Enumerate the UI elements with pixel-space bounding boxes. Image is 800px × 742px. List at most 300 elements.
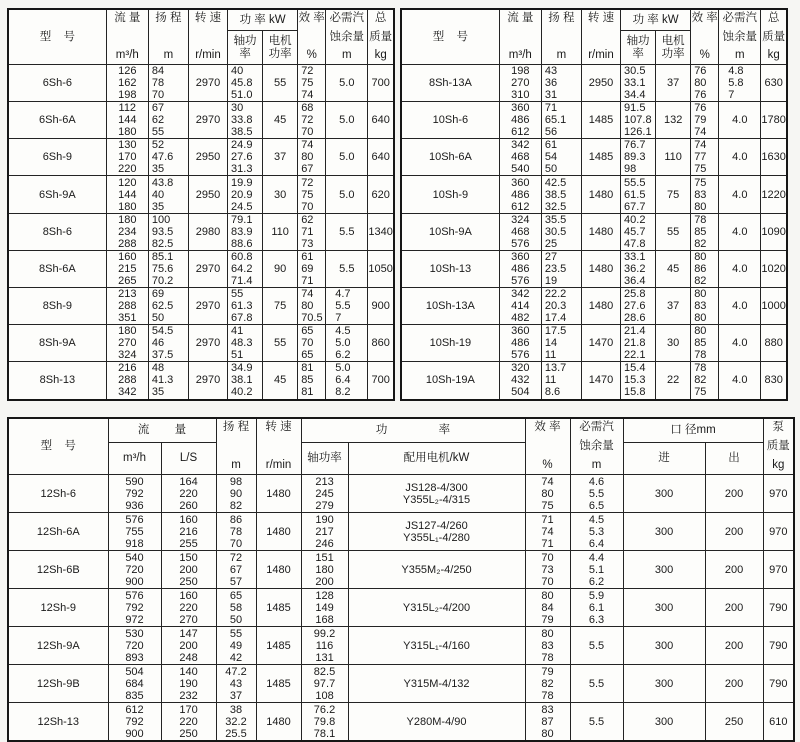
head-cell (541, 176, 581, 213)
value-line: 84 (151, 65, 165, 78)
shaft-power-cell (621, 65, 656, 102)
value-line: 74 (301, 139, 314, 152)
model-cell: 10Sh-19A (401, 362, 499, 400)
head-cell (148, 139, 188, 176)
value-line: 612 (125, 703, 144, 716)
efficiency-cell (525, 589, 570, 627)
value-line: 19 (544, 274, 558, 287)
value-line: 250 (179, 727, 198, 740)
npsh-cell (570, 475, 623, 513)
value-line: 270 (118, 337, 137, 350)
value-line: 80 (694, 250, 707, 263)
value-line: 55 (229, 627, 243, 640)
npsh-cell (719, 362, 761, 400)
value-line: 83 (541, 639, 554, 652)
value-line: 71 (301, 274, 314, 287)
value-line: 360 (511, 102, 530, 115)
head-cell (541, 287, 581, 324)
value-line: 504 (125, 665, 144, 678)
table-body (401, 65, 787, 400)
shaft-power-cell (228, 325, 263, 362)
npsh-cell (326, 176, 368, 213)
value-line: 47.2 (225, 665, 247, 678)
inlet-diameter-cell: 300 (623, 665, 705, 703)
flow-cell (106, 325, 148, 362)
value-line: 5.3 (588, 525, 605, 538)
value-line: 41 (231, 325, 244, 338)
speed-cell: 2970 (188, 102, 227, 139)
value-line: 49 (229, 639, 243, 652)
value-line: 180 (118, 126, 137, 139)
value-line: 220 (179, 487, 198, 500)
outlet-diameter-cell: 200 (705, 627, 763, 665)
value-line: 48.3 (231, 337, 253, 350)
model-cell: 12Sh-9A (8, 627, 108, 665)
value-line: 75 (301, 188, 314, 201)
model-cell: 12Sh-9B (8, 665, 108, 703)
value-line: 74 (541, 525, 554, 538)
npsh-cell (570, 665, 623, 703)
motor-model-cell (348, 665, 525, 703)
efficiency-cell (691, 102, 719, 139)
shaft-power-cell (621, 139, 656, 176)
value-line: 126.1 (624, 126, 652, 139)
table-header (8, 418, 794, 475)
speed-cell: 1480 (581, 250, 620, 287)
value-line: 5.0 (339, 114, 355, 127)
spec-row-8Sh-6 (8, 213, 394, 250)
value-line: 250 (179, 575, 198, 588)
efficiency-cell (298, 139, 326, 176)
shaft-power-cell (301, 551, 348, 589)
value-line: 720 (125, 563, 144, 576)
value-line: 213 (315, 475, 334, 488)
value-line: 310 (511, 89, 530, 102)
value-line: 6.2 (335, 349, 351, 362)
value-line: 360 (511, 325, 530, 338)
shaft-power-cell (301, 475, 348, 513)
spec-row-10Sh-19 (401, 325, 787, 362)
col-header-npsh: 必需汽 蚀余量 m (326, 9, 368, 65)
head-cell (216, 513, 256, 551)
flow-ls-cell (161, 703, 216, 742)
value-line: 78 (694, 362, 707, 375)
value-line: 55 (151, 126, 165, 139)
outlet-diameter-cell: 200 (705, 475, 763, 513)
shaft-power-cell (621, 362, 656, 400)
motor-power-cell: 110 (656, 139, 691, 176)
value-line: 54.5 (151, 325, 174, 338)
head-cell (148, 102, 188, 139)
shaft-power-cell (621, 250, 656, 287)
value-line: 120 (118, 176, 137, 189)
value-line: 82 (229, 499, 243, 512)
npsh-cell (719, 102, 761, 139)
value-line: 60.8 (231, 250, 253, 263)
table-body (8, 475, 794, 742)
value-line: 5.9 (588, 589, 605, 602)
shaft-power-cell (228, 139, 263, 176)
head-cell (148, 213, 188, 250)
value-line: 83 (541, 703, 554, 716)
col-header-efficiency: 效 率 % (298, 9, 326, 65)
col-header-power: 功 率 kW (228, 9, 298, 31)
value-line: 42 (229, 651, 243, 664)
value-line: 79 (541, 665, 554, 678)
value-line: 84 (541, 601, 554, 614)
value-line: 936 (125, 499, 144, 512)
value-line: 30.5 (624, 65, 646, 78)
head-cell (148, 250, 188, 287)
value-line: 78 (541, 689, 554, 702)
value-line: 27 (544, 250, 558, 263)
model-cell: 10Sh-9A (401, 213, 499, 250)
value-line: 17.5 (544, 325, 567, 338)
motor-power-cell: 45 (656, 250, 691, 287)
shaft-power-cell (228, 250, 263, 287)
value-line: 78 (694, 213, 707, 226)
mass-cell: 1020 (761, 250, 787, 287)
value-line: 4.6 (588, 475, 605, 488)
value-line: 200 (179, 563, 198, 576)
flow-cell (106, 250, 148, 287)
value-line: 72 (229, 551, 243, 564)
flow-ls-cell (161, 513, 216, 551)
model-cell: 8Sh-9A (8, 325, 106, 362)
efficiency-cell (298, 250, 326, 287)
value-line: 61.3 (231, 300, 253, 313)
value-line: 720 (125, 639, 144, 652)
value-line: 51 (231, 349, 244, 362)
value-line: 67.8 (231, 312, 253, 325)
value-line: 32.5 (544, 200, 567, 213)
value-line: 79 (694, 114, 707, 127)
efficiency-cell (298, 362, 326, 400)
shaft-power-cell (621, 325, 656, 362)
value-line: 78 (694, 349, 707, 362)
value-line: 15.8 (624, 386, 646, 399)
value-line: 71 (544, 102, 558, 115)
motor-power-cell: 55 (656, 213, 691, 250)
head-cell (541, 139, 581, 176)
value-line: 76 (694, 102, 707, 115)
value-line: 28.6 (624, 312, 646, 325)
mass-cell: 790 (763, 589, 794, 627)
mass-cell: 1090 (761, 213, 787, 250)
value-line: 4.5 (335, 325, 351, 338)
mass-cell: 1000 (761, 287, 787, 324)
value-line: 33.8 (231, 114, 253, 127)
value-line: 93.5 (151, 225, 174, 238)
model-cell: 8Sh-6 (8, 213, 106, 250)
model-cell: 10Sh-6 (401, 102, 499, 139)
mass-cell: 1630 (761, 139, 787, 176)
value-line: 76 (694, 89, 707, 102)
speed-cell: 1485 (256, 665, 301, 703)
spec-row-8Sh-13 (8, 362, 394, 400)
col-header-mass: 泵 质量 kg (763, 418, 794, 475)
spec-row-10Sh-13A (401, 287, 787, 324)
value-line: 360 (511, 176, 530, 189)
mass-cell: 970 (763, 551, 794, 589)
value-line: 32.2 (225, 715, 247, 728)
col-header-flow-ls: L/S (161, 443, 216, 475)
speed-cell: 1470 (581, 362, 620, 400)
motor-model-cell (348, 703, 525, 742)
value-line: 30.5 (544, 225, 567, 238)
npsh-cell (326, 102, 368, 139)
value-line: 130 (118, 139, 137, 152)
value-line: 482 (511, 312, 530, 325)
value-line: 75 (694, 163, 707, 176)
spec-row-10Sh-6A (401, 139, 787, 176)
efficiency-cell (691, 325, 719, 362)
value-line: 75.6 (151, 262, 174, 275)
motor-power-cell: 45 (263, 102, 298, 139)
value-line: 576 (511, 274, 530, 287)
col-header-mass: 总 质量 kg (368, 9, 394, 65)
value-line: 70 (151, 89, 165, 102)
flow-cell (499, 65, 541, 102)
value-line: 612 (511, 200, 530, 213)
value-line: 70 (229, 537, 243, 550)
value-line: 61 (301, 250, 314, 263)
value-line: 79.8 (313, 715, 336, 728)
value-line: 71 (301, 225, 314, 238)
flow-m3h-cell (108, 627, 161, 665)
value-line: 432 (511, 374, 530, 387)
value-line: 255 (179, 537, 198, 550)
value-line: 50 (229, 613, 243, 626)
value-line: 80 (694, 77, 707, 90)
efficiency-cell (525, 665, 570, 703)
flow-cell (499, 362, 541, 400)
speed-cell: 2970 (188, 65, 227, 102)
model-cell: 12Sh-6 (8, 475, 108, 513)
shaft-power-cell (621, 287, 656, 324)
efficiency-cell (691, 287, 719, 324)
value-line: 835 (125, 689, 144, 702)
col-header-speed: 转 速 r/min (581, 9, 620, 65)
value-line: 324 (118, 349, 137, 362)
value-line: 260 (179, 499, 198, 512)
model-cell: 10Sh-9 (401, 176, 499, 213)
value-line: 4.0 (732, 262, 748, 275)
top-tables-row (7, 8, 793, 399)
value-line: 220 (118, 163, 137, 176)
spec-row-8Sh-6A (8, 250, 394, 287)
value-line: 76.2 (313, 703, 336, 716)
value-line: 74 (301, 89, 314, 102)
flow-m3h-cell (108, 475, 161, 513)
npsh-cell (719, 325, 761, 362)
value-line: 43 (229, 677, 243, 690)
value-line: 160 (179, 513, 198, 526)
flow-m3h-cell (108, 551, 161, 589)
efficiency-cell (525, 703, 570, 742)
value-line: 288 (118, 374, 137, 387)
value-line: 576 (125, 589, 144, 602)
value-line: 72 (301, 65, 314, 78)
npsh-cell (326, 362, 368, 400)
value-line: 468 (511, 225, 530, 238)
speed-cell: 1480 (256, 475, 301, 513)
value-line: 85.1 (151, 250, 174, 263)
value-line: 14 (544, 337, 558, 350)
inlet-diameter-cell: 300 (623, 589, 705, 627)
value-line: 24.5 (231, 200, 253, 213)
value-line: 5.5 (335, 300, 351, 313)
col-header-flow: 流 量 m³/h (106, 9, 148, 65)
value-line: 82.5 (313, 665, 336, 678)
value-line: 486 (511, 114, 530, 127)
value-line: 80 (301, 300, 314, 313)
value-line: 89.3 (624, 151, 646, 164)
flow-m3h-cell (108, 513, 161, 551)
motor-power-cell: 90 (263, 250, 298, 287)
value-line: 40 (231, 65, 244, 78)
value-line: Y315M-4/132 (403, 677, 470, 690)
motor-power-cell: 37 (263, 139, 298, 176)
value-line: 590 (125, 475, 144, 488)
speed-cell: 2950 (188, 176, 227, 213)
value-line: 38 (229, 703, 243, 716)
value-line: 65.1 (544, 114, 567, 127)
mass-cell: 640 (368, 139, 394, 176)
col-header-head: 扬 程 m (541, 9, 581, 65)
motor-power-cell: 75 (263, 287, 298, 324)
shaft-power-cell (621, 213, 656, 250)
inlet-diameter-cell: 300 (623, 627, 705, 665)
efficiency-cell (298, 176, 326, 213)
npsh-cell (719, 213, 761, 250)
value-line: 48 (151, 362, 165, 375)
value-line: 112 (118, 102, 137, 115)
value-line: 81 (301, 362, 314, 375)
mass-cell: 970 (763, 475, 794, 513)
flow-cell (499, 287, 541, 324)
flow-cell (499, 176, 541, 213)
spec-row-12Sh-9B (8, 665, 794, 703)
value-line: 198 (118, 89, 137, 102)
value-line: 56 (544, 126, 558, 139)
efficiency-cell (298, 102, 326, 139)
spec-row-6Sh-9 (8, 139, 394, 176)
value-line: 213 (118, 288, 137, 301)
value-line: 74 (694, 126, 707, 139)
npsh-cell (570, 627, 623, 665)
shaft-power-cell (301, 513, 348, 551)
flow-cell (106, 362, 148, 400)
value-line: 45.7 (624, 225, 646, 238)
speed-cell: 2980 (188, 213, 227, 250)
value-line: 6.1 (588, 601, 605, 614)
value-line: 216 (179, 525, 198, 538)
head-cell (216, 703, 256, 742)
shaft-power-cell (301, 703, 348, 742)
table-header (8, 9, 394, 65)
value-line: 51.0 (231, 89, 253, 102)
value-line: 57 (229, 575, 243, 588)
spec-row-10Sh-19A (401, 362, 787, 400)
value-line: 8.2 (335, 386, 351, 399)
outlet-diameter-cell: 200 (705, 589, 763, 627)
value-line: 150 (179, 551, 198, 564)
col-header-power: 功 率 kW (621, 9, 691, 31)
spec-row-12Sh-6A (8, 513, 794, 551)
outlet-diameter-cell: 250 (705, 703, 763, 742)
model-cell: 10Sh-13 (401, 250, 499, 287)
col-header-flow-m3h: m³/h (108, 443, 161, 475)
value-line: 792 (125, 601, 144, 614)
value-line: 21.4 (624, 325, 646, 338)
head-cell (148, 65, 188, 102)
flow-ls-cell (161, 551, 216, 589)
pump-spec-table-right (400, 8, 788, 401)
model-cell: 6Sh-9 (8, 139, 106, 176)
value-line: 7 (728, 89, 735, 102)
speed-cell: 1485 (256, 589, 301, 627)
value-line: 80 (541, 627, 554, 640)
value-line: 22.2 (544, 288, 567, 301)
value-line: 67.7 (624, 200, 646, 213)
flow-m3h-cell (108, 703, 161, 742)
value-line: 216 (118, 362, 137, 375)
head-cell (541, 102, 581, 139)
value-line: 151 (315, 551, 334, 564)
value-line: 25.8 (624, 288, 646, 301)
value-line: 7 (335, 312, 342, 325)
value-line: 37.5 (151, 349, 174, 362)
flow-cell (106, 176, 148, 213)
value-line: 486 (511, 337, 530, 350)
spec-row-10Sh-9 (401, 176, 787, 213)
speed-cell: 2950 (188, 139, 227, 176)
shaft-power-cell (301, 627, 348, 665)
npsh-cell (570, 513, 623, 551)
value-line: 86 (694, 262, 707, 275)
value-line: 108 (315, 689, 334, 702)
model-cell: 10Sh-19 (401, 325, 499, 362)
value-line: 27.6 (624, 300, 646, 313)
npsh-cell (326, 325, 368, 362)
speed-cell: 1480 (256, 703, 301, 742)
spec-row-6Sh-9A (8, 176, 394, 213)
model-cell: 12Sh-6A (8, 513, 108, 551)
value-line: 78 (541, 651, 554, 664)
value-line: 144 (118, 114, 137, 127)
head-cell (216, 551, 256, 589)
value-line: 46 (151, 337, 165, 350)
mass-cell: 880 (761, 325, 787, 362)
value-line: 5.0 (335, 337, 351, 350)
value-line: 116 (315, 639, 334, 652)
shaft-power-cell (228, 287, 263, 324)
value-line: 324 (511, 213, 530, 226)
model-cell: 6Sh-9A (8, 176, 106, 213)
col-header-model: 型 号 (8, 418, 108, 475)
efficiency-cell (298, 213, 326, 250)
motor-power-cell: 55 (263, 325, 298, 362)
model-cell: 8Sh-13A (401, 65, 499, 102)
npsh-cell (326, 139, 368, 176)
col-header-model: 型 号 (401, 9, 499, 65)
value-line: 78 (151, 77, 165, 90)
pump-spec-table-12sh (7, 417, 795, 742)
value-line: 97.7 (313, 677, 336, 690)
value-line: 33.1 (624, 77, 646, 90)
shaft-power-cell (228, 65, 263, 102)
